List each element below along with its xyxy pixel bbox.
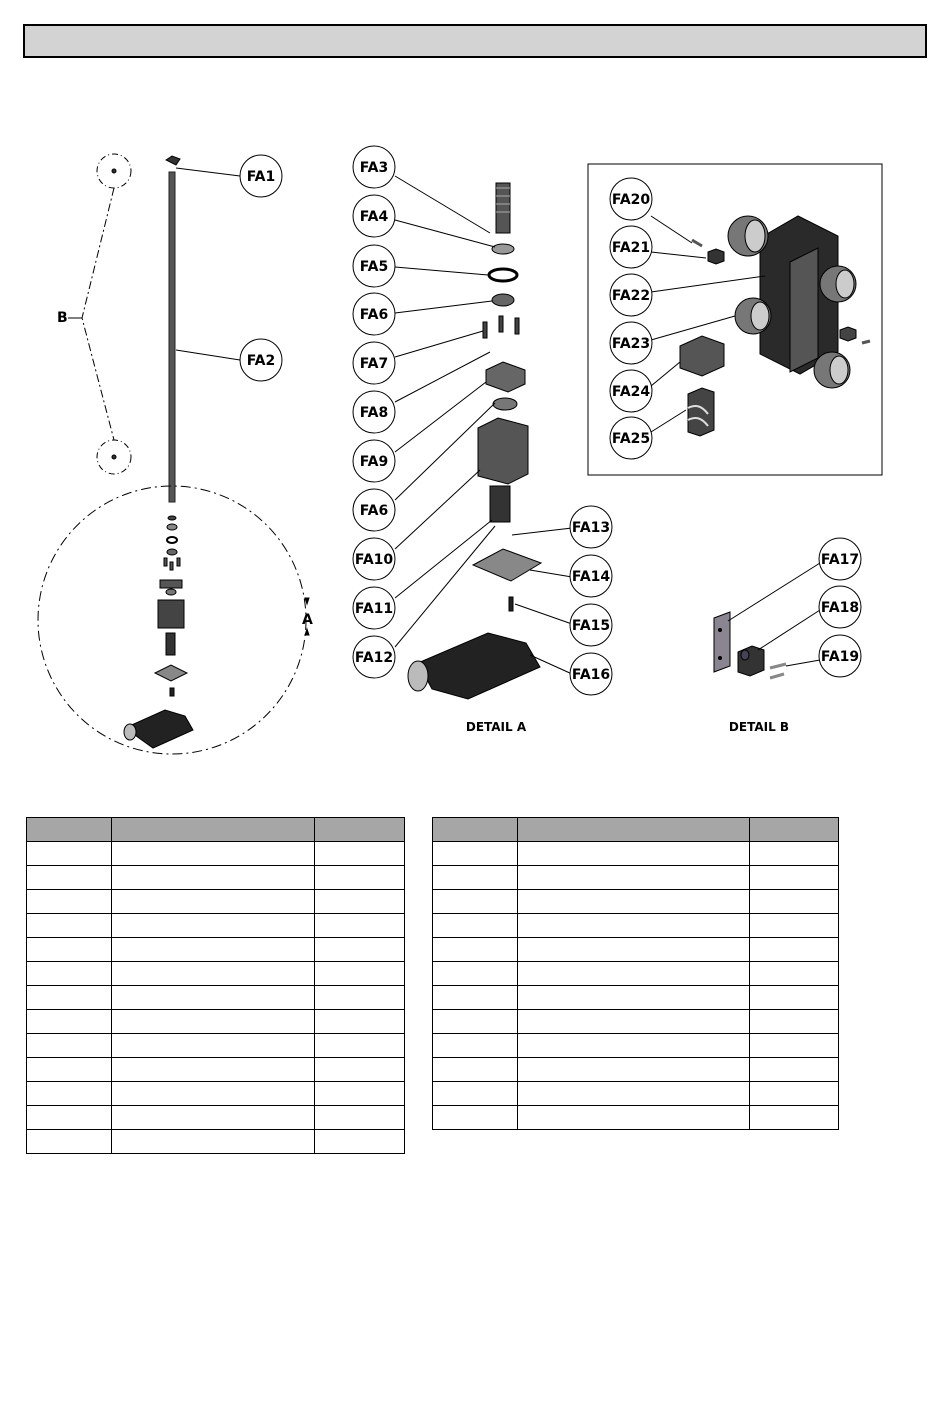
table-cell xyxy=(112,890,315,914)
table-cell xyxy=(112,986,315,1010)
balloon-fa9 xyxy=(353,440,395,482)
table-cell xyxy=(433,1106,518,1130)
table-cell xyxy=(750,986,839,1010)
balloon-fa20 xyxy=(610,178,652,220)
table-cell xyxy=(27,1010,112,1034)
table-cell xyxy=(112,866,315,890)
table-cell xyxy=(750,866,839,890)
table-row xyxy=(27,1034,405,1058)
table-row xyxy=(27,890,405,914)
table-row xyxy=(27,1082,405,1106)
table-row xyxy=(433,914,839,938)
table-row xyxy=(433,1058,839,1082)
balloon-label: FA19 xyxy=(820,649,860,665)
table-row xyxy=(433,1010,839,1034)
table-cell xyxy=(315,1106,405,1130)
balloon-label: FA23 xyxy=(611,336,651,352)
table-cell xyxy=(433,1082,518,1106)
table-cell xyxy=(27,962,112,986)
table-cell xyxy=(315,890,405,914)
table-row xyxy=(27,914,405,938)
balloon-fa24 xyxy=(610,370,652,412)
table-cell xyxy=(315,1034,405,1058)
table-cell xyxy=(315,938,405,962)
balloon-fa17 xyxy=(819,538,861,580)
balloon-label: FA14 xyxy=(571,569,611,585)
table-cell xyxy=(27,890,112,914)
balloon-fa2 xyxy=(240,339,282,381)
table-cell xyxy=(433,1058,518,1082)
view-b-label: B xyxy=(57,310,68,326)
table-cell xyxy=(315,866,405,890)
table-cell xyxy=(518,842,750,866)
table-cell xyxy=(518,986,750,1010)
table-cell xyxy=(315,842,405,866)
detail-b-label: DETAIL B xyxy=(728,720,790,734)
table-cell xyxy=(433,890,518,914)
table-cell xyxy=(27,1082,112,1106)
table-cell xyxy=(433,866,518,890)
table-cell xyxy=(27,1106,112,1130)
balloon-label: FA24 xyxy=(611,384,651,400)
table-cell xyxy=(315,986,405,1010)
table-cell xyxy=(27,914,112,938)
balloon-label: FA16 xyxy=(571,667,611,683)
table-cell xyxy=(518,962,750,986)
balloon-fa22 xyxy=(610,274,652,316)
table-cell xyxy=(27,1130,112,1154)
table-cell xyxy=(112,1106,315,1130)
balloon-label: FA4 xyxy=(359,209,389,225)
detail-a-view xyxy=(395,176,572,699)
table-body xyxy=(433,842,839,1130)
balloon-label: FA20 xyxy=(611,192,651,208)
table-cell xyxy=(315,1082,405,1106)
balloon-label: FA21 xyxy=(611,240,651,256)
balloon-fa23 xyxy=(610,322,652,364)
table-cell xyxy=(112,1082,315,1106)
balloon-fa1 xyxy=(240,155,282,197)
balloon-label: FA12 xyxy=(354,650,394,666)
table-cell xyxy=(27,842,112,866)
column-header xyxy=(750,818,839,842)
table-cell xyxy=(27,866,112,890)
table-cell xyxy=(27,1058,112,1082)
table-cell xyxy=(27,986,112,1010)
balloon-label: FA2 xyxy=(246,353,276,369)
table-row xyxy=(27,1106,405,1130)
table-cell xyxy=(433,914,518,938)
balloon-label: FA7 xyxy=(359,356,389,372)
table-row xyxy=(433,866,839,890)
table-body xyxy=(27,842,405,1154)
table-cell xyxy=(518,938,750,962)
balloon-label: FA11 xyxy=(354,601,394,617)
balloon-label: FA9 xyxy=(359,454,389,470)
table-cell xyxy=(750,914,839,938)
table-row xyxy=(433,1082,839,1106)
table-row xyxy=(27,1010,405,1034)
table-cell xyxy=(27,938,112,962)
table-cell xyxy=(112,1130,315,1154)
detail-b-view xyxy=(714,563,820,678)
table-cell xyxy=(112,962,315,986)
balloon-fa21 xyxy=(610,226,652,268)
balloon-fa6 xyxy=(353,293,395,335)
balloon-label: FA6 xyxy=(359,503,389,519)
balloon-label: FA25 xyxy=(611,431,651,447)
balloon-label: FA6 xyxy=(359,307,389,323)
table-cell xyxy=(518,1034,750,1058)
balloon-label: FA1 xyxy=(246,169,276,185)
table-row xyxy=(433,1034,839,1058)
table-cell xyxy=(518,866,750,890)
balloon-label: FA10 xyxy=(354,552,394,568)
balloon-label: FA22 xyxy=(611,288,651,304)
balloon-label: FA18 xyxy=(820,600,860,616)
balloon-fa4 xyxy=(353,195,395,237)
balloon-label: FA17 xyxy=(820,552,860,568)
table-cell xyxy=(433,986,518,1010)
balloons xyxy=(240,146,861,695)
table-cell xyxy=(750,1106,839,1130)
table-cell xyxy=(112,914,315,938)
table-cell xyxy=(433,1034,518,1058)
table-row xyxy=(433,1106,839,1130)
balloon-fa15 xyxy=(570,604,612,646)
column-header xyxy=(315,818,405,842)
table-cell xyxy=(750,1010,839,1034)
table-cell xyxy=(518,1106,750,1130)
table-cell xyxy=(315,1010,405,1034)
table-cell xyxy=(315,1130,405,1154)
table-cell xyxy=(112,1058,315,1082)
balloon-fa10 xyxy=(353,538,395,580)
table-cell xyxy=(27,1034,112,1058)
balloon-label: FA13 xyxy=(571,520,611,536)
table-cell xyxy=(433,842,518,866)
table-cell xyxy=(750,1058,839,1082)
table-cell xyxy=(112,938,315,962)
table-cell xyxy=(433,962,518,986)
table-cell xyxy=(750,938,839,962)
table-header-row xyxy=(27,818,405,842)
table-cell xyxy=(750,890,839,914)
table-cell xyxy=(750,962,839,986)
table-cell xyxy=(750,1082,839,1106)
table-row xyxy=(433,842,839,866)
table-cell xyxy=(112,842,315,866)
column-header xyxy=(27,818,112,842)
balloon-fa14 xyxy=(570,555,612,597)
table-cell xyxy=(315,914,405,938)
balloon-fa13 xyxy=(570,506,612,548)
table-row xyxy=(433,986,839,1010)
table-header-row xyxy=(433,818,839,842)
table-cell xyxy=(750,1034,839,1058)
balloon-label: FA15 xyxy=(571,618,611,634)
balloon-fa16 xyxy=(570,653,612,695)
table-cell xyxy=(518,1082,750,1106)
table-cell xyxy=(315,962,405,986)
table-row xyxy=(27,1058,405,1082)
table-row xyxy=(433,890,839,914)
table-cell xyxy=(518,1010,750,1034)
table-cell xyxy=(315,1058,405,1082)
view-a-label: A xyxy=(302,612,313,628)
balloon-fa3 xyxy=(353,146,395,188)
table-row xyxy=(433,962,839,986)
balloon-fa7 xyxy=(353,342,395,384)
parts-table-right xyxy=(432,817,839,1130)
table-row xyxy=(27,938,405,962)
table-cell xyxy=(433,938,518,962)
table-row xyxy=(27,866,405,890)
balloon-fa18 xyxy=(819,586,861,628)
table-cell xyxy=(112,1010,315,1034)
balloon-label: FA8 xyxy=(359,405,389,421)
balloon-fa25 xyxy=(610,417,652,459)
table-cell xyxy=(112,1034,315,1058)
table-cell xyxy=(518,890,750,914)
balloon-label: FA5 xyxy=(359,259,389,275)
balloon-fa5 xyxy=(353,245,395,287)
balloon-fa12 xyxy=(353,636,395,678)
table-row xyxy=(433,938,839,962)
detail-a-label: DETAIL A xyxy=(465,720,527,734)
overall-view xyxy=(38,154,309,754)
table-cell xyxy=(433,1010,518,1034)
balloon-fa8 xyxy=(353,391,395,433)
table-row xyxy=(27,842,405,866)
column-header xyxy=(433,818,518,842)
column-header xyxy=(518,818,750,842)
table-row xyxy=(27,962,405,986)
table-cell xyxy=(750,842,839,866)
balloon-fa11 xyxy=(353,587,395,629)
balloon-label: FA3 xyxy=(359,160,389,176)
balloon-fa6-second xyxy=(353,489,395,531)
table-cell xyxy=(518,914,750,938)
parts-table-left xyxy=(26,817,405,1154)
column-header xyxy=(112,818,315,842)
table-row xyxy=(27,1130,405,1154)
table-row xyxy=(27,986,405,1010)
table-cell xyxy=(518,1058,750,1082)
balloon-fa19 xyxy=(819,635,861,677)
